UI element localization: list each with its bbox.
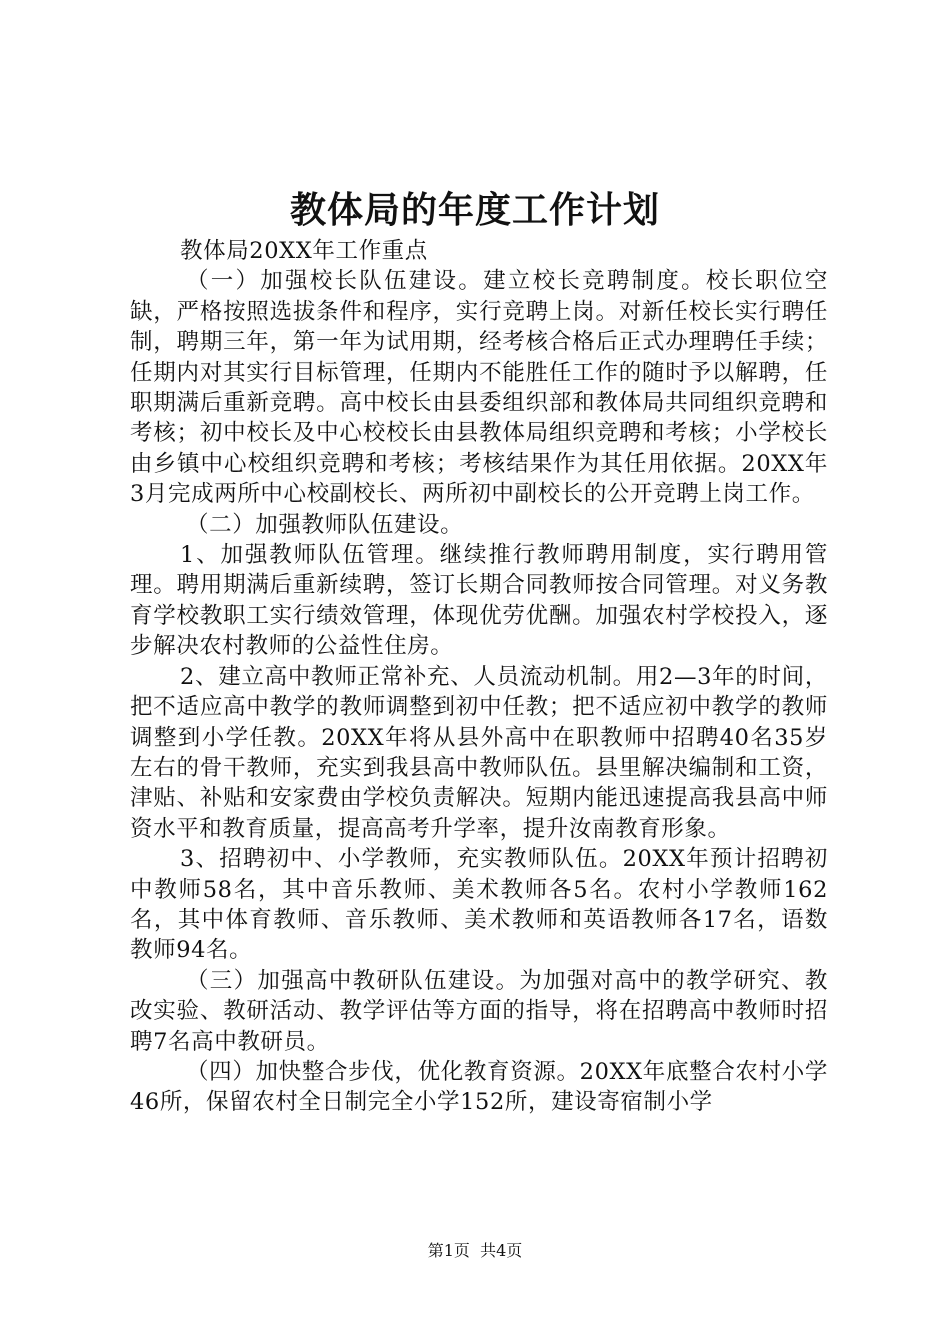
paragraph-item-1: 1、加强教师队伍管理。继续推行教师聘用制度，实行聘用管理。聘用期满后重新续聘，签订长期合同教师按合同管理。对义务教育学校教职工实行绩效管理，体现优劳优酬。加强农村学校投入，逐步解决农村教师的公益性住房。 <box>130 542 828 660</box>
paragraph-section-2: （二）加强教师队伍建设。 <box>186 511 464 538</box>
paragraph-section-1: （一）加强校长队伍建设。建立校长竞聘制度。校长职位空缺，严格按照选拔条件和程序，实行竞聘上岗。对新任校长实行聘任制，聘期三年，第一年为试用期，经考核合格后正式办理聘任手续；任期内对其实行目标管理，任期内不能胜任工作的随时予以解聘，任职期满后重新竞聘。高中校长由县委组织部和教体局共同组织竞聘和考核；初中校长及中心校校长由县教体局组织竞聘和考核；小学校长由乡镇中心校组织竞聘和考核；考核结果作为其任用依据。20XX年3月完成两所中心校副校长、两所初中副校长的公开竞聘上岗工作。 <box>130 268 828 508</box>
paragraph-section-3: （三）加强高中教研队伍建设。为加强对高中的教学研究、教改实验、教研活动、教学评估等方面的指导，将在招聘高中教师时招聘7名高中教研员。 <box>130 967 828 1055</box>
paragraph-subhead: 教体局20XX年工作重点 <box>180 238 428 264</box>
document-body <box>130 236 828 1118</box>
page-footer <box>0 1240 950 1262</box>
paragraph-section-4: （四）加快整合步伐，优化教育资源。20XX年底整合农村小学46所，保留农村全日制完全小学152所，建设寄宿制小学 <box>130 1058 828 1116</box>
paragraph-item-2: 2、建立高中教师正常补充、人员流动机制。用2—3年的时间，把不适应高中教学的教师调整到初中任教；把不适应初中教学的教师调整到小学任教。20XX年将从县外高中在职教师中招聘40名35岁左右的骨干教师，充实到我县高中教师队伍。县里解决编制和工资，津贴、补贴和安家费由学校负责解决。短期内能迅速提高我县高中师资水平和教育质量，提高高考升学率，提升汝南教育形象。 <box>130 663 828 842</box>
paragraph-item-3: 3、招聘初中、小学教师，充实教师队伍。20XX年预计招聘初中教师58名，其中音乐教师、美术教师各5名。农村小学教师162名，其中体育教师、音乐教师、美术教师和英语教师各17名，语数教师94名。 <box>130 846 828 964</box>
document-title: 教体局的年度工作计划 <box>289 189 660 231</box>
page-number-label: 第1页 共4页 <box>427 1241 523 1260</box>
